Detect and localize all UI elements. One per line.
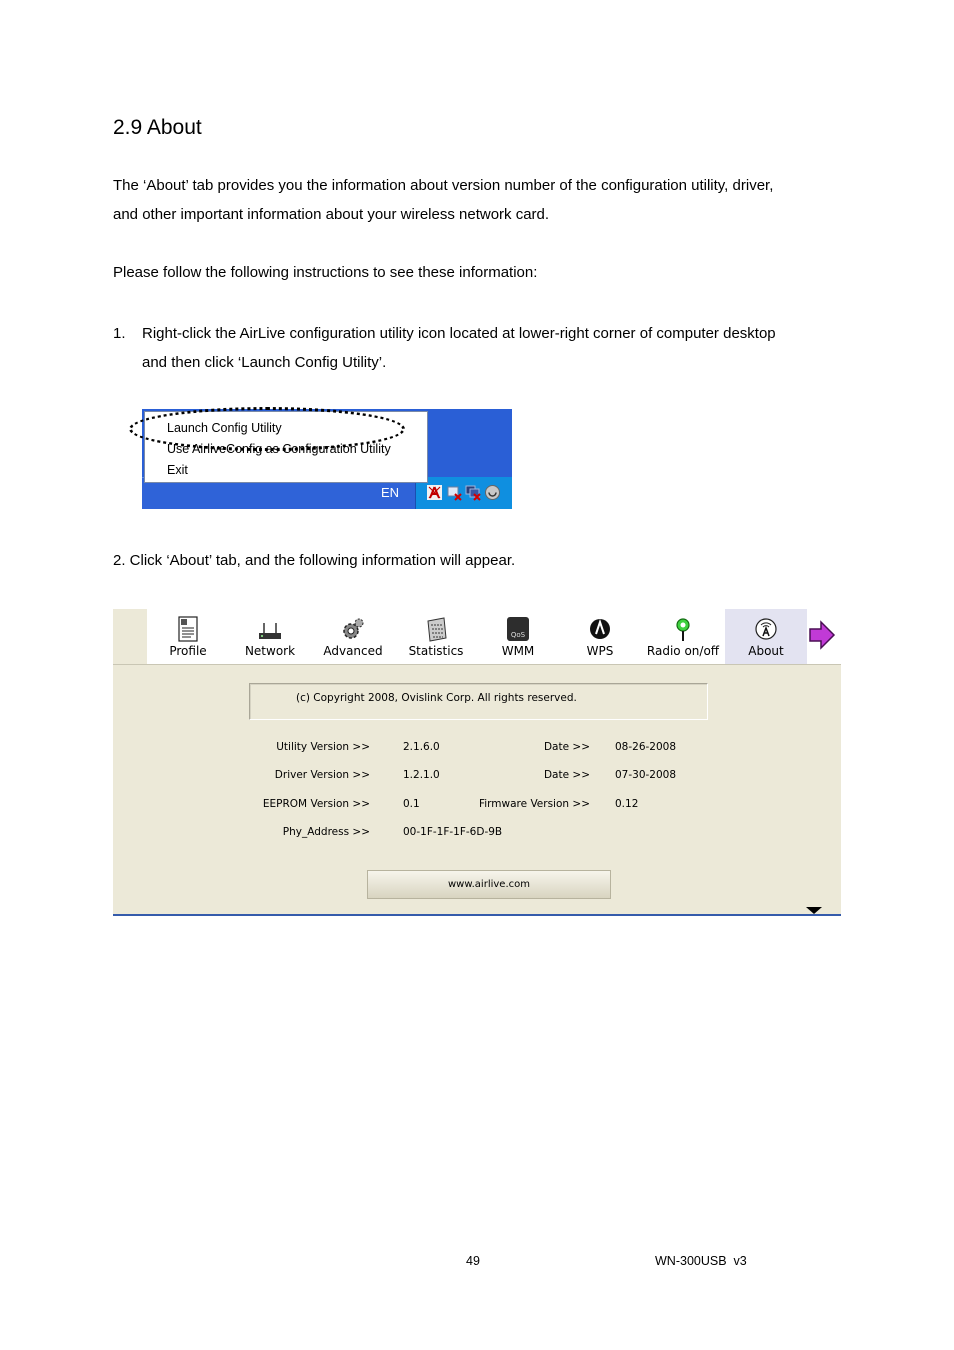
menu-item-launch-config[interactable]: Launch Config Utility: [167, 421, 282, 435]
eeprom-version-label: EEPROM Version >>: [262, 798, 370, 810]
follow-instructions: Please follow the following instructions to see these information:: [113, 264, 538, 281]
tab-toolbar: [113, 609, 841, 665]
network-disconnected-icon[interactable]: [465, 484, 482, 501]
section-heading: 2.9 About: [113, 116, 202, 139]
airlive-tray-icon[interactable]: [426, 484, 443, 501]
tab-network[interactable]: [235, 609, 305, 664]
tab-wmm[interactable]: [483, 609, 553, 664]
driver-version-value: 1.2.1.0: [403, 769, 440, 781]
phy-address-value: 00-1F-1F-1F-6D-9B: [403, 826, 503, 838]
firmware-version-value: 0.12: [615, 798, 639, 810]
phy-address-label: Phy_Address >>: [282, 826, 370, 838]
step-2-text: 2. Click ‘About’ tab, and the following information will appear.: [113, 552, 516, 569]
website-button[interactable]: www.airlive.com: [367, 870, 611, 899]
firmware-version-label: Firmware Version >>: [478, 798, 590, 810]
scroll-down-button[interactable]: [788, 906, 838, 914]
tab-label-profile: Profile: [169, 644, 207, 658]
menu-item-exit[interactable]: Exit: [167, 463, 188, 477]
step-1-number: 1.: [113, 325, 126, 342]
wireless-disconnected-icon[interactable]: [446, 484, 463, 501]
tab-label-wps: WPS: [586, 644, 614, 658]
triangle-down-icon: [806, 907, 822, 914]
driver-version-label: Driver Version >>: [274, 769, 370, 781]
volume-icon[interactable]: [484, 484, 501, 501]
tab-statistics[interactable]: [401, 609, 471, 664]
driver-date-value: 07-30-2008: [615, 769, 677, 781]
menu-item-use-airlive-config[interactable]: Use AirliveConfig as Configuration Utility: [167, 442, 391, 456]
profile-icon: [176, 616, 200, 642]
utility-version-label: Utility Version >>: [276, 741, 370, 753]
tab-label-about: About: [748, 644, 784, 658]
tab-label-statistics: Statistics: [408, 644, 464, 658]
about-icon: [754, 616, 778, 642]
utility-date-value: 08-26-2008: [615, 741, 677, 753]
intro-paragraph: [113, 171, 833, 229]
tab-label-wmm: WMM: [501, 644, 535, 658]
statistics-calculator-icon: [424, 616, 448, 642]
highlight-ellipse: [129, 407, 405, 451]
model-name: WN-300USB v3: [655, 1254, 747, 1268]
tab-radio-on-off[interactable]: [641, 609, 725, 664]
tab-profile[interactable]: [153, 609, 223, 664]
tab-about[interactable]: [725, 609, 807, 664]
eeprom-version-value: 0.1: [403, 798, 420, 810]
language-indicator[interactable]: EN: [381, 485, 400, 500]
tab-advanced[interactable]: [317, 609, 389, 664]
wmm-qos-icon: [506, 616, 530, 642]
page-number: 49: [466, 1254, 480, 1268]
radio-antenna-icon: [671, 616, 695, 642]
next-arrow-icon[interactable]: [807, 617, 837, 653]
tab-label-advanced: Advanced: [323, 644, 383, 658]
tab-label-radio-on-off: Radio on/off: [646, 644, 720, 658]
driver-date-label: Date >>: [543, 769, 590, 781]
step-1-text: [142, 319, 832, 377]
utility-date-label: Date >>: [543, 741, 590, 753]
step-1-line-2: and then click ‘Launch Config Utility’.: [142, 354, 387, 371]
about-panel-screenshot: [113, 609, 841, 916]
network-icon: [258, 616, 282, 642]
utility-version-value: 2.1.6.0: [403, 741, 440, 753]
tab-wps[interactable]: [565, 609, 635, 664]
step-1-line-1: Right-click the AirLive configuration utility icon located at lower-right corner of computer desktop: [142, 325, 776, 342]
wps-icon: [588, 616, 612, 642]
intro-line-2: and other important information about your wireless network card.: [113, 206, 550, 223]
copyright-text: (c) Copyright 2008, Ovislink Corp. All rights reserved.: [296, 692, 577, 704]
advanced-gear-icon: [341, 616, 365, 642]
tab-label-network: Network: [244, 644, 296, 658]
toolbar-left-margin: [113, 609, 147, 664]
svg-text:QoS: QoS: [510, 631, 526, 639]
intro-line-1: The ‘About’ tab provides you the information about version number of the configuration utility, driver,: [113, 177, 774, 194]
